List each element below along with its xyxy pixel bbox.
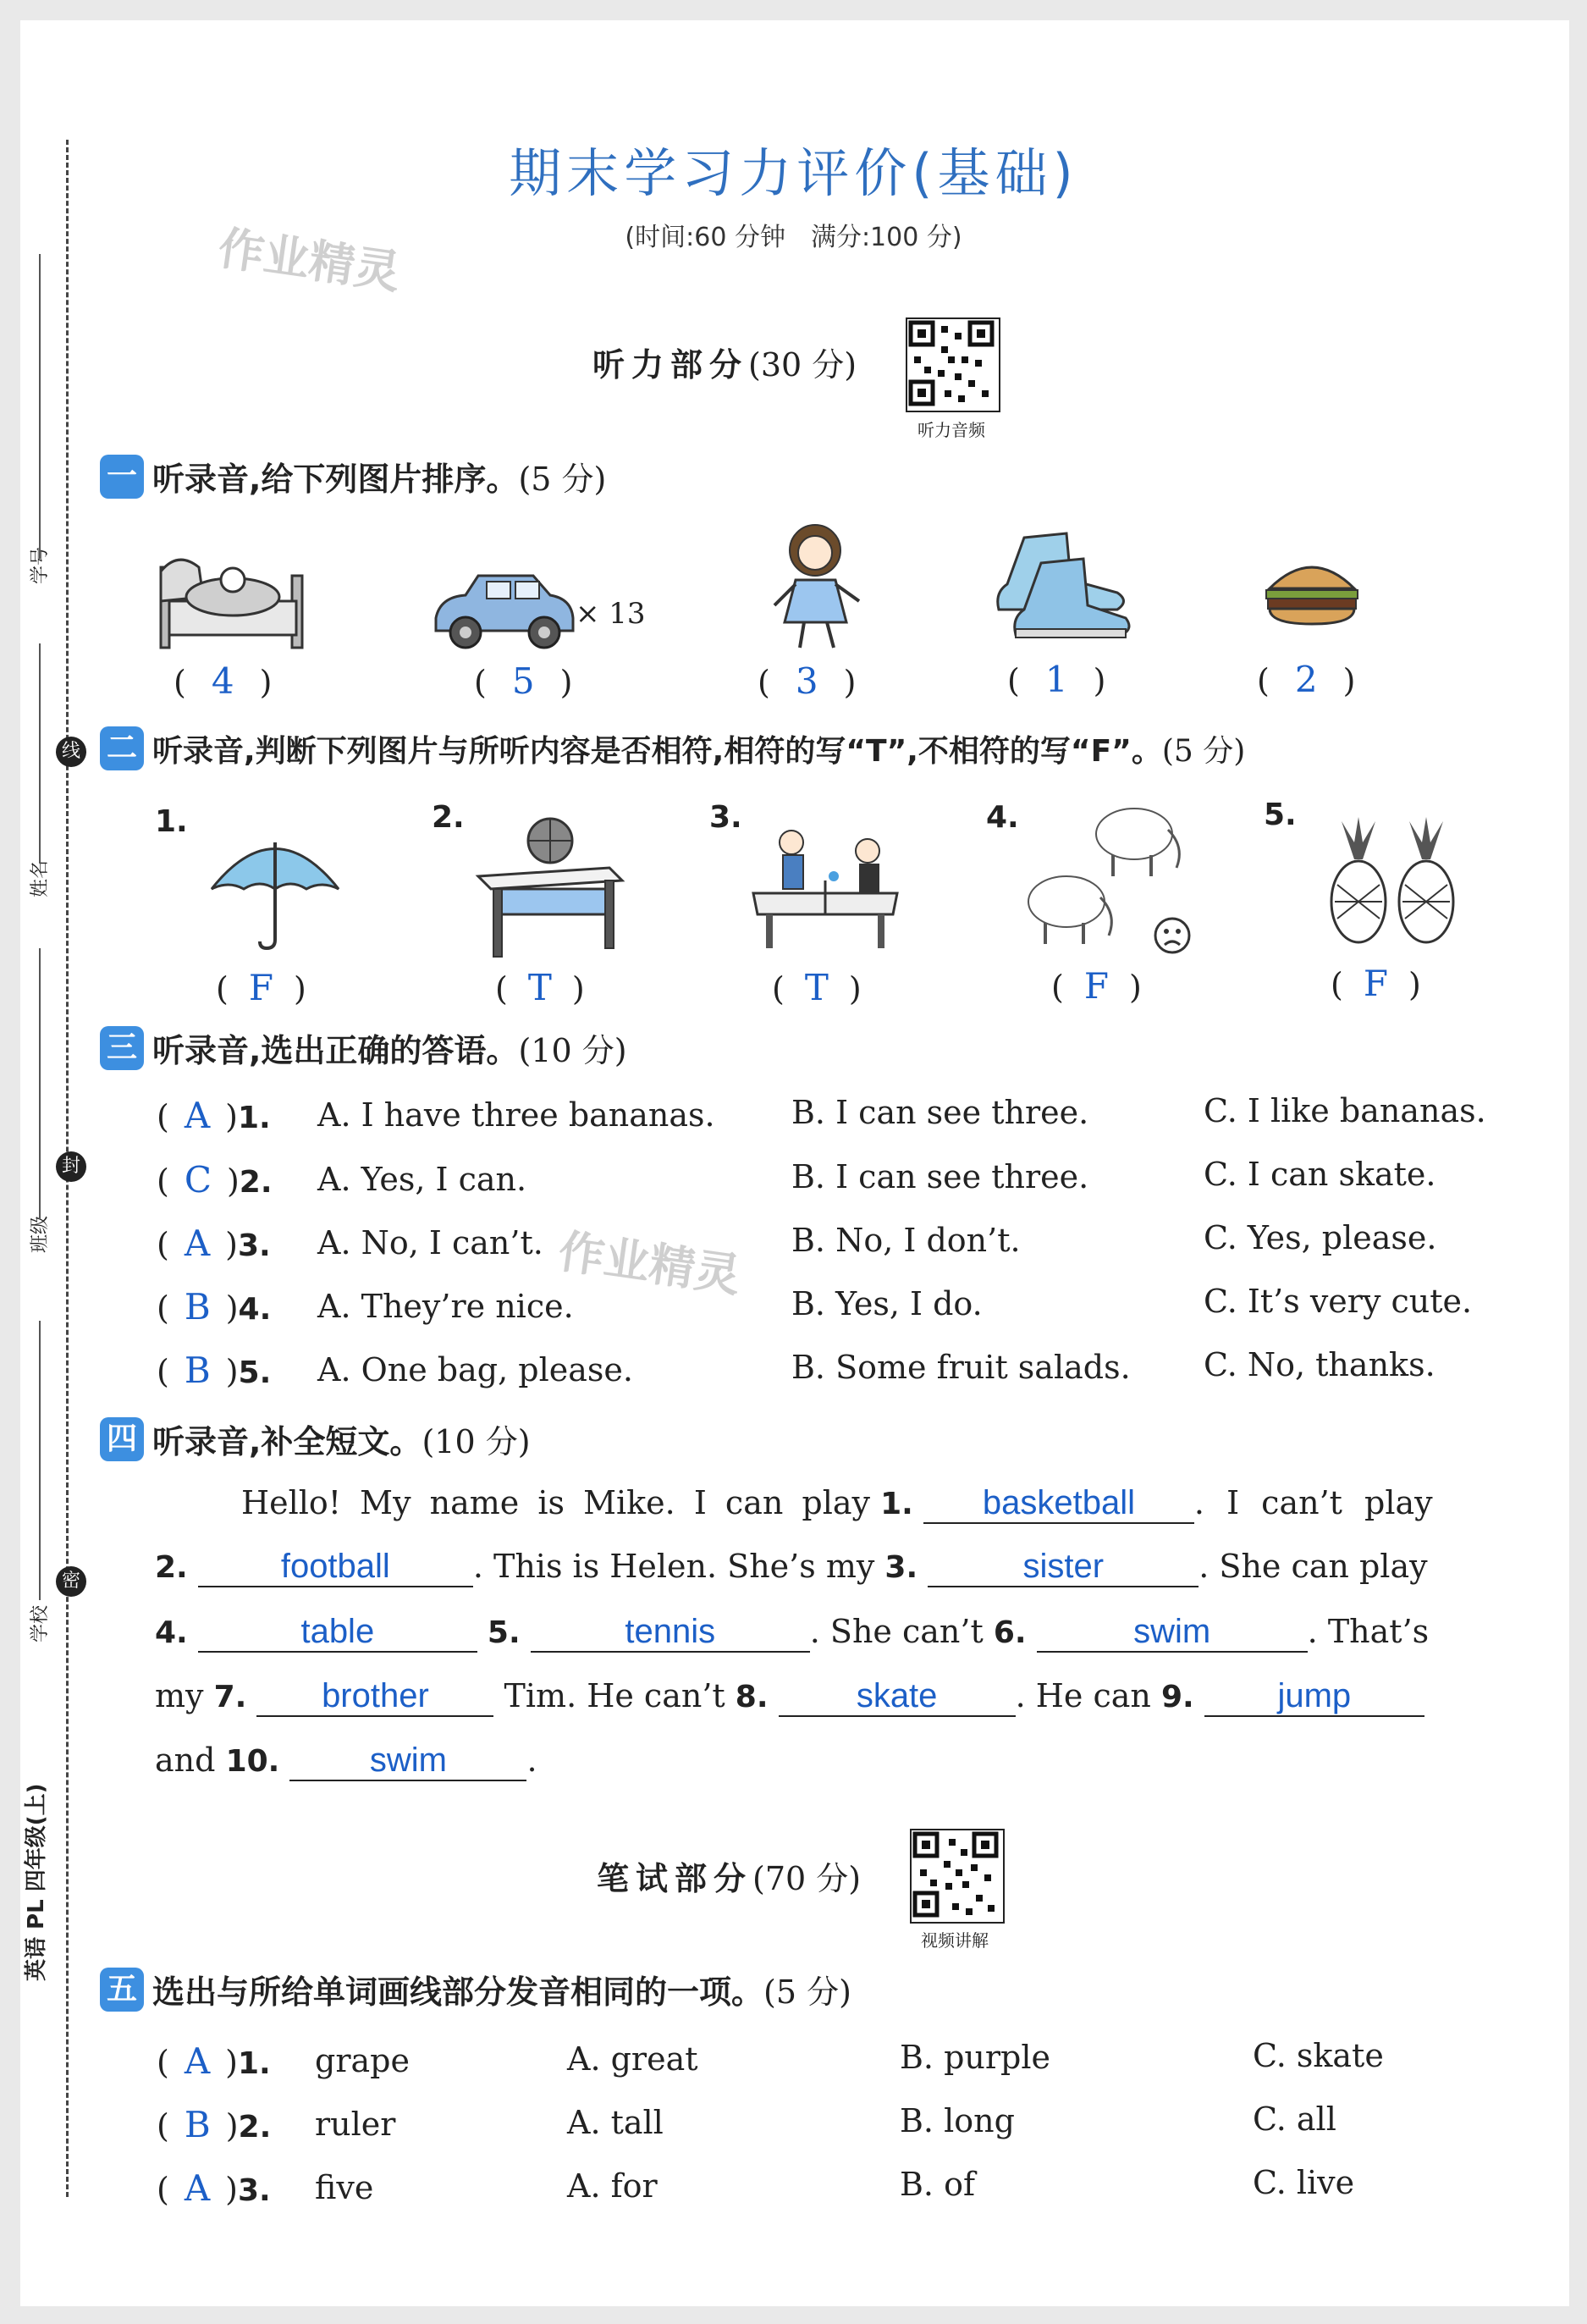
s3-row-2-option-a: A. Yes, I can.	[317, 1161, 527, 1198]
section-3-heading	[100, 1024, 627, 1071]
s2-answer-2: ( T )	[495, 967, 585, 1008]
section-5-heading	[100, 1966, 851, 2012]
section-5-points: (5 分)	[763, 1973, 851, 2011]
s4-text-5: . She can’t	[809, 1613, 984, 1650]
section-4-heading	[100, 1416, 531, 1462]
pineapples-icon	[1316, 817, 1469, 944]
s4-blank-2[interactable]: football	[198, 1547, 473, 1587]
qr-icon	[912, 1830, 1000, 1918]
s3-row-4-option-a: A. They’re nice.	[317, 1288, 574, 1325]
s2-num-2: 2.	[432, 800, 465, 835]
section-2-points: (5 分)	[1161, 733, 1246, 769]
s4-blank-1[interactable]: basketball	[923, 1483, 1194, 1524]
s5-row-1-option-c: C. skate	[1253, 2037, 1384, 2074]
s1-answer-5: ( 2 )	[1257, 659, 1356, 700]
s1-answer-2: ( 5 )	[474, 660, 573, 702]
s5-row-3-option-b: B. of	[900, 2166, 976, 2203]
s5-row-1-paren: ( A )1.	[157, 2040, 271, 2082]
s1-answer-1-value: 4	[211, 660, 234, 702]
s4-num-8: 8.	[735, 1680, 769, 1714]
s4-passage-line-1	[241, 1483, 1433, 1524]
writing-qr-code[interactable]	[910, 1829, 1005, 1924]
s2-num-1: 1.	[155, 804, 188, 839]
s1-answer-2-value: 5	[511, 660, 535, 702]
section-2-title: 听录音,判断下列图片与所听内容是否相符,相符的写“T”,不相符的写“F”。	[152, 733, 1162, 769]
s4-blank-7[interactable]: brother	[256, 1676, 493, 1717]
s3-row-2-paren: ( C )2.	[157, 1159, 273, 1201]
s4-num-1: 1.	[880, 1487, 913, 1521]
s4-blank-4[interactable]: table	[198, 1612, 477, 1653]
s5-row-1-option-b: B. purple	[900, 2039, 1051, 2076]
side-blank-name	[39, 643, 41, 864]
side-label-name: 姓名	[30, 859, 51, 897]
s3-row-5-answer: B	[184, 1350, 211, 1391]
s1-answer-4-value: 1	[1044, 659, 1068, 700]
s2-answer-3: ( T )	[772, 967, 862, 1008]
s2-answer-4: ( F )	[1051, 965, 1142, 1007]
hamburger-icon	[1261, 555, 1363, 631]
s2-answer-2-value: T	[527, 967, 552, 1008]
s5-row-2-word: ruler	[315, 2106, 396, 2143]
listening-points: (30 分)	[748, 346, 857, 384]
s2-answer-5-value: F	[1363, 963, 1388, 1004]
s3-row-1-answer: A	[184, 1095, 211, 1136]
s5-row-3-num: 3.	[238, 2173, 271, 2208]
s1-answer-5-value: 2	[1294, 659, 1318, 700]
s3-row-2-answer: C	[184, 1159, 212, 1201]
section-1-badge: 一	[100, 455, 144, 499]
s3-row-2-num: 2.	[239, 1165, 273, 1200]
s5-row-3-paren: ( A )3.	[157, 2167, 271, 2209]
side-footer-text: 英语 PL 四年级(上)	[24, 1783, 49, 1981]
s3-row-5-paren: ( B )5.	[157, 1350, 272, 1391]
car-count-label: × 13	[576, 597, 646, 631]
s3-row-4-num: 4.	[238, 1292, 272, 1327]
s5-row-2-answer: B	[184, 2104, 211, 2145]
s4-text-9: . He can	[1015, 1677, 1151, 1714]
s4-text-8: Tim. He can’t	[504, 1677, 725, 1714]
section-5-title: 选出与所给单词画线部分发音相同的一项。	[152, 1973, 764, 2011]
writing-points: (70 分)	[752, 1860, 862, 1897]
s2-num-5: 5.	[1264, 798, 1297, 832]
s4-num-5: 5.	[487, 1615, 521, 1650]
listening-part-title	[592, 339, 857, 385]
s4-num-7: 7.	[213, 1680, 247, 1714]
s3-row-5-option-b: B. Some fruit salads.	[791, 1349, 1131, 1386]
s4-passage-line-2	[155, 1547, 1428, 1587]
s5-row-2-num: 2.	[238, 2110, 272, 2145]
s3-row-1-option-b: B. I can see three.	[791, 1094, 1089, 1131]
section-4-badge: 四	[100, 1417, 144, 1461]
section-5-badge: 五	[100, 1968, 144, 2012]
side-label-school: 学校	[30, 1604, 51, 1642]
side-blank-student-id	[39, 254, 41, 559]
s3-row-5-option-a: A. One bag, please.	[317, 1351, 633, 1388]
s2-answer-1: ( F )	[216, 967, 306, 1008]
side-dot-secret: 密	[56, 1566, 86, 1597]
s3-row-1-num: 1.	[238, 1101, 271, 1135]
s3-row-1-option-c: C. I like bananas.	[1204, 1092, 1486, 1129]
s5-row-2-option-c: C. all	[1253, 2100, 1336, 2138]
watermark: 作业精灵	[215, 221, 404, 300]
s4-blank-8[interactable]: skate	[779, 1676, 1016, 1717]
side-label-student-id: 学号	[30, 546, 51, 584]
s4-text-3: . This is Helen. She’s my	[472, 1548, 875, 1585]
section-2-badge: 二	[100, 726, 144, 770]
s3-row-5-option-c: C. No, thanks.	[1204, 1346, 1435, 1383]
s5-row-3-answer: A	[184, 2167, 211, 2209]
section-3-title: 听录音,选出正确的答语。	[152, 1032, 519, 1069]
s3-row-4-answer: B	[184, 1286, 211, 1328]
s4-text-10: and	[155, 1742, 216, 1779]
side-label-class: 班级	[30, 1215, 51, 1253]
writing-qr-caption: 视频讲解	[921, 1930, 989, 1951]
qr-icon	[907, 319, 995, 407]
s4-blank-9[interactable]: jump	[1204, 1676, 1424, 1717]
s5-row-2-option-b: B. long	[900, 2102, 1015, 2139]
section-4-points: (10 分)	[422, 1423, 531, 1460]
s5-row-1-num: 1.	[238, 2046, 271, 2081]
s5-row-1-answer: A	[184, 2040, 211, 2082]
s3-row-2-option-c: C. I can skate.	[1204, 1156, 1436, 1193]
s4-blank-3[interactable]: sister	[928, 1547, 1199, 1587]
s5-row-1-word: grape	[315, 2042, 410, 2079]
section-4-title: 听录音,补全短文。	[152, 1423, 422, 1460]
page-title: 期末学习力评价(基础)	[509, 142, 1078, 204]
section-1-points: (5 分)	[518, 461, 607, 498]
s4-text-4: . She can play	[1199, 1548, 1428, 1585]
s3-row-1-paren: ( A )1.	[157, 1095, 271, 1136]
s2-answer-4-value: F	[1083, 965, 1109, 1007]
s4-text-2: . I can’t play	[1193, 1484, 1433, 1521]
s4-blank-5[interactable]: tennis	[531, 1612, 810, 1653]
section-2-heading	[100, 726, 1245, 770]
s2-answer-1-value: F	[248, 967, 273, 1008]
s5-row-3-option-c: C. live	[1253, 2164, 1355, 2201]
s3-row-3-paren: ( A )3.	[157, 1223, 271, 1264]
s3-row-5-num: 5.	[238, 1355, 272, 1390]
s3-row-3-answer: A	[184, 1223, 211, 1264]
listening-qr-code[interactable]	[906, 317, 1000, 412]
writing-part-title	[597, 1852, 861, 1899]
s5-row-2-paren: ( B )2.	[157, 2104, 272, 2145]
s5-row-2-option-a: A. tall	[567, 2104, 664, 2141]
s3-row-4-option-c: C. It’s very cute.	[1204, 1283, 1473, 1320]
s4-num-6: 6.	[993, 1615, 1027, 1650]
s1-answer-1: ( 4 )	[174, 660, 273, 702]
section-3-badge: 三	[100, 1026, 144, 1070]
s4-passage-line-4	[155, 1676, 1424, 1717]
s2-answer-3-value: T	[804, 967, 829, 1008]
s4-passage-line-5	[155, 1741, 537, 1781]
desk-ball-icon	[470, 809, 631, 961]
s5-row-3-option-a: A. for	[567, 2167, 658, 2205]
s1-answer-4: ( 1 )	[1007, 659, 1106, 700]
girl-icon	[766, 521, 868, 656]
side-dot-seal: 封	[56, 1151, 86, 1182]
section-3-points: (10 分)	[518, 1032, 627, 1069]
ping-pong-icon	[749, 821, 901, 952]
writing-title-text: 笔试部分	[597, 1860, 753, 1897]
s4-blank-10[interactable]: swim	[289, 1741, 526, 1781]
s4-text-1: Hello! My name is Mike. I can play	[241, 1484, 870, 1521]
side-dot-line: 线	[56, 737, 86, 767]
side-blank-class	[39, 948, 41, 1219]
s3-row-3-option-b: B. No, I don’t.	[791, 1222, 1021, 1259]
s4-num-3: 3.	[884, 1550, 918, 1585]
s4-num-2: 2.	[155, 1550, 188, 1585]
s4-num-10: 10.	[225, 1744, 280, 1779]
s2-answer-5: ( F )	[1331, 963, 1421, 1004]
page-subtitle: (时间:60 分钟 满分:100 分)	[625, 223, 962, 252]
car-icon	[427, 563, 580, 656]
s4-text-7: my	[155, 1677, 204, 1714]
s4-blank-6[interactable]: swim	[1037, 1612, 1308, 1653]
side-blank-school	[39, 1321, 41, 1600]
s4-text-6: . That’s	[1307, 1613, 1430, 1650]
s3-row-4-option-b: B. Yes, I do.	[791, 1285, 983, 1322]
s5-row-3-word: five	[315, 2169, 374, 2206]
s3-row-4-paren: ( B )4.	[157, 1286, 272, 1328]
s4-num-9: 9.	[1161, 1680, 1194, 1714]
s4-num-4: 4.	[155, 1615, 188, 1650]
section-1-title: 听录音,给下列图片排序。	[152, 461, 519, 498]
s4-passage-line-3	[155, 1612, 1429, 1653]
s3-row-3-option-a: A. No, I can’t.	[317, 1224, 543, 1261]
section-1-heading	[100, 453, 606, 500]
s3-row-3-num: 3.	[238, 1228, 271, 1263]
shoes-icon	[990, 529, 1134, 648]
umbrella-icon	[207, 825, 343, 952]
listening-title-text: 听力部分	[592, 346, 749, 384]
listening-qr-caption: 听力音频	[917, 420, 985, 440]
watermark: 作业精灵	[555, 1224, 744, 1303]
s3-row-1-option-a: A. I have three bananas.	[317, 1096, 715, 1134]
s1-answer-3-value: 3	[795, 660, 818, 702]
s3-row-2-option-b: B. I can see three.	[791, 1158, 1089, 1195]
elephants-icon	[1020, 796, 1198, 957]
s2-num-3: 3.	[709, 800, 742, 835]
s4-text-11: .	[526, 1742, 537, 1779]
s2-num-4: 4.	[986, 800, 1019, 835]
s1-answer-3: ( 3 )	[758, 660, 857, 702]
s3-row-3-option-c: C. Yes, please.	[1204, 1219, 1437, 1256]
s5-row-1-option-a: A. great	[567, 2040, 698, 2078]
bed-icon	[152, 533, 313, 652]
